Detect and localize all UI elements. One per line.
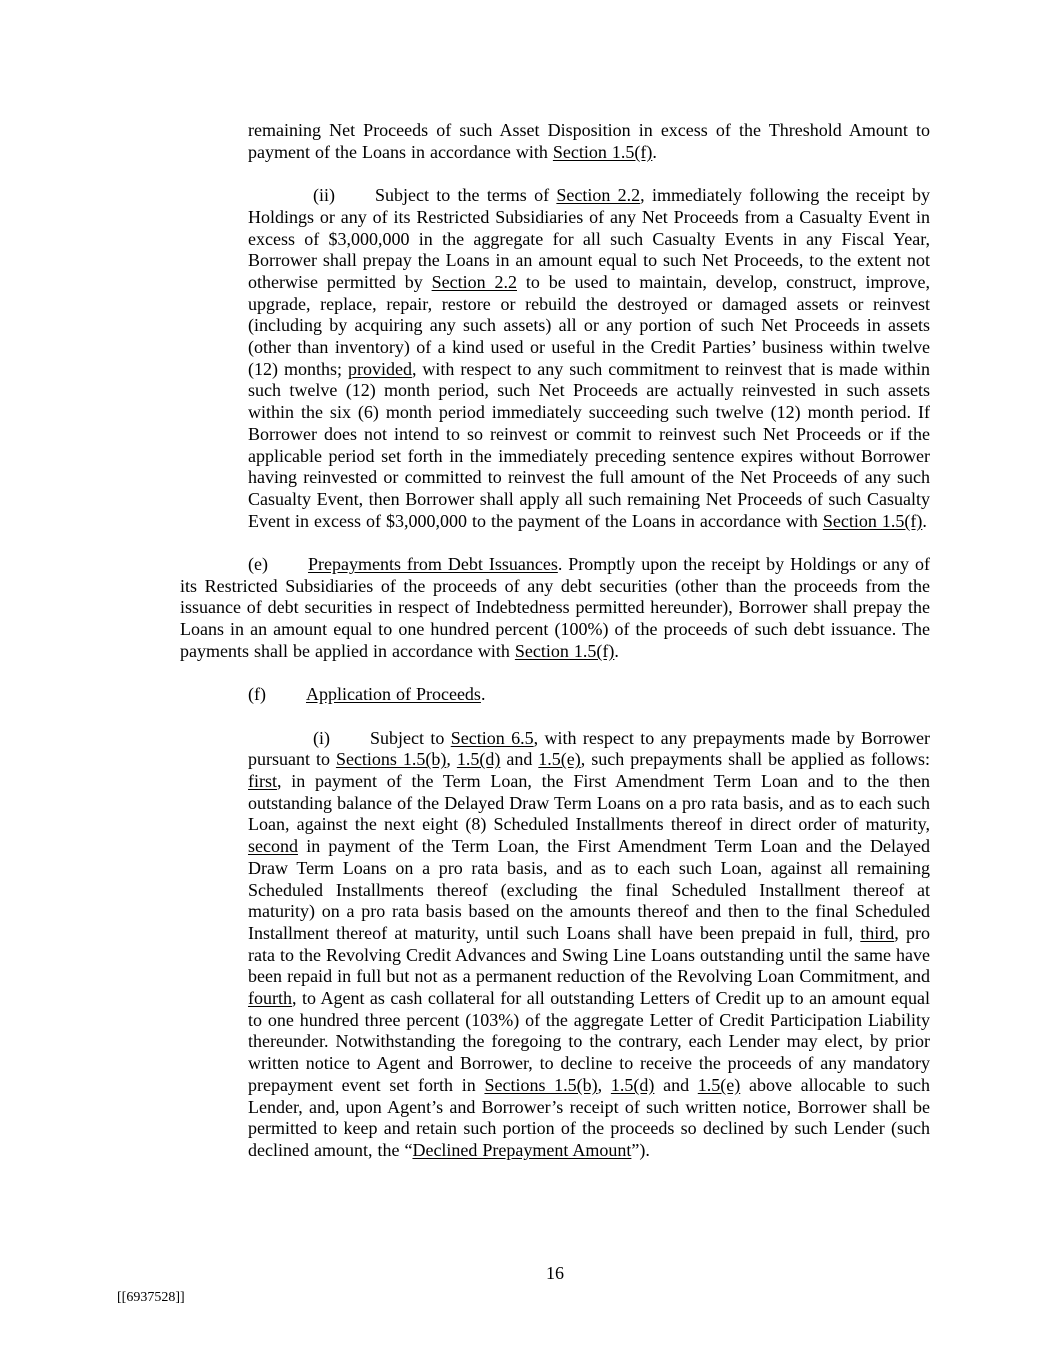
document-id-footer: [[6937528]]	[117, 1290, 185, 1305]
text-run: .	[652, 141, 657, 162]
text-run: in payment of the Term Loan, the First Amendment Term Loan and the Delayed Draw Term Loans on a pro rata basis, and as to each such Loan, against all remaining Scheduled Installments thereof (excluding the final Scheduled Installment thereof at maturity) on a pro rata basis based on the amounts thereof and then to the final Scheduled Installment thereof at maturity, until such Loans shall have been prepaid in full,	[248, 836, 930, 943]
text-run: , in payment of the Term Loan, the First Amendment Term Loan and to the then outstanding balance of the Delayed Draw Term Loans on a pro rata basis, and as to each such Loan, against the next eight (8) Scheduled Installments thereof in direct order of maturity,	[248, 771, 930, 835]
underlined-reference: Section 6.5	[450, 727, 534, 748]
text-run: Subject to the terms of	[375, 185, 557, 206]
text-run: to be used to maintain, develop, construct, improve, upgrade, replace, repair, restore or rebuild the destroyed or damaged assets or reinvest (including by acquiring any such assets) all or any portion of such Net Proceeds in assets (other than inventory) of a kind used or useful in the Credit Parties’ business within twelve (12) months;	[248, 271, 930, 379]
underlined-reference: Section 1.5(f)	[514, 640, 615, 661]
text-run: (e)	[248, 554, 268, 575]
text-run: (ii)	[313, 185, 335, 206]
underlined-reference: third	[860, 922, 895, 943]
underlined-reference: Sections 1.5(b)	[484, 1074, 598, 1095]
paragraph-ii-casualty-event-prepayment	[248, 185, 930, 532]
underlined-reference: Prepayments from Debt Issuances	[307, 554, 558, 575]
text-run: ,	[597, 1074, 611, 1095]
underlined-reference: Section 1.5(f)	[822, 510, 923, 531]
text-run: .	[480, 684, 486, 705]
underlined-reference: Section 1.5(f)	[552, 141, 653, 162]
text-run: Subject to	[370, 727, 451, 748]
underlined-reference: Section 2.2	[431, 271, 517, 292]
text-run: , immediately following the receipt by Holdings or any of its Restricted Subsidiaries of any Net Proceeds from a Casualty Event in excess of $3,000,000 in the aggregate for all such Casualty Events in any Fiscal Year, Borrower shall prepay the Loans in an amount equal to such Net Proceeds, to the extent not otherwise permitted by	[248, 185, 930, 292]
underlined-reference: 1.5(d)	[610, 1074, 655, 1095]
text-run: , such prepayments shall be applied as follows:	[580, 749, 930, 770]
text-run: ,	[446, 749, 457, 770]
underlined-reference: 1.5(d)	[456, 749, 501, 770]
text-run: .	[614, 640, 619, 661]
text-run: , with respect to any prepayments made by Borrower pursuant to	[248, 727, 930, 770]
underlined-reference: second	[248, 836, 298, 857]
underlined-reference: provided	[347, 358, 412, 379]
text-run: (f)	[248, 684, 266, 705]
underlined-reference: Declined Prepayment Amount	[412, 1139, 632, 1160]
text-run: . Promptly upon the receipt by Holdings or any of its Restricted Subsidiaries of the proceeds of any debt securities (other than the proceeds from the issuance of debt securities in respect of Indebtedness permitted hereunder), Borrower shall prepay the Loans in an amount equal to one hundred percent (100%) of the proceeds of such debt issuance. The payments shall be applied in accordance with	[180, 554, 930, 661]
text-run: , to Agent as cash collateral for all outstanding Letters of Credit up to an amount equal to one hundred three percent (103%) of the aggregate Letter of Credit Participation Liability thereunder. Notwithstanding the foregoing to the contrary, each Lender may elect, by prior written notice to Agent and Borrower, to decline to receive the proceeds of any mandatory prepayment event set forth in	[248, 988, 930, 1095]
paragraph-e-prepayments-from-debt-issuances	[180, 554, 930, 663]
underlined-reference: 1.5(e)	[697, 1074, 741, 1095]
underlined-reference: first	[248, 771, 277, 792]
paragraph-i-application-order	[248, 728, 930, 1162]
text-run: .	[922, 510, 927, 531]
underlined-reference: fourth	[248, 988, 292, 1009]
text-run: , with respect to any such commitment to reinvest that is made within such twelve (12) month period, such Net Proceeds are actually reinvested in such assets within the six (6) month period immediately succeeding such twelve (12) month period. If Borrower does not intend to so reinvest or commit to reinvest such Net Proceeds or if the applicable period set forth in the immediately preceding sentence expires without Borrower having reinvested or committed to reinvest the full amount of the Net Proceeds of any such Casualty Event, then Borrower shall apply all such remaining Net Proceeds of such Casualty Event in excess of $3,000,000 to the payment of the Loans in accordance with	[248, 358, 930, 531]
text-run: and	[500, 749, 539, 770]
underlined-reference: 1.5(e)	[538, 749, 581, 770]
underlined-reference: Sections 1.5(b)	[335, 749, 447, 770]
text-run: (i)	[313, 727, 330, 748]
text-run: and	[654, 1074, 698, 1095]
continuation-asset-disposition-paragraph	[248, 120, 930, 163]
underlined-reference: Application of Proceeds	[305, 684, 481, 705]
text-run: ”).	[631, 1139, 650, 1160]
text-run: above allocable to such Lender, and, upon Agent’s and Borrower’s receipt of such written notice, Borrower shall be permitted to keep and retain such portion of the proceeds so declined by such Lender (such declined amount, the “	[248, 1074, 931, 1160]
page-number: 16	[546, 1263, 564, 1283]
text-run: remaining Net Proceeds of such Asset Disposition in excess of the Threshold Amount to payment of the Loans in accordance with	[248, 120, 930, 162]
underlined-reference: Section 2.2	[556, 185, 641, 206]
document-body	[180, 120, 930, 1183]
text-run: , pro rata to the Revolving Credit Advances and Swing Line Loans outstanding until the same have been repaid in full but not as a permanent reduction of the Revolving Loan Commitment, and	[248, 922, 930, 987]
paragraph-f-application-of-proceeds-heading	[248, 684, 930, 706]
